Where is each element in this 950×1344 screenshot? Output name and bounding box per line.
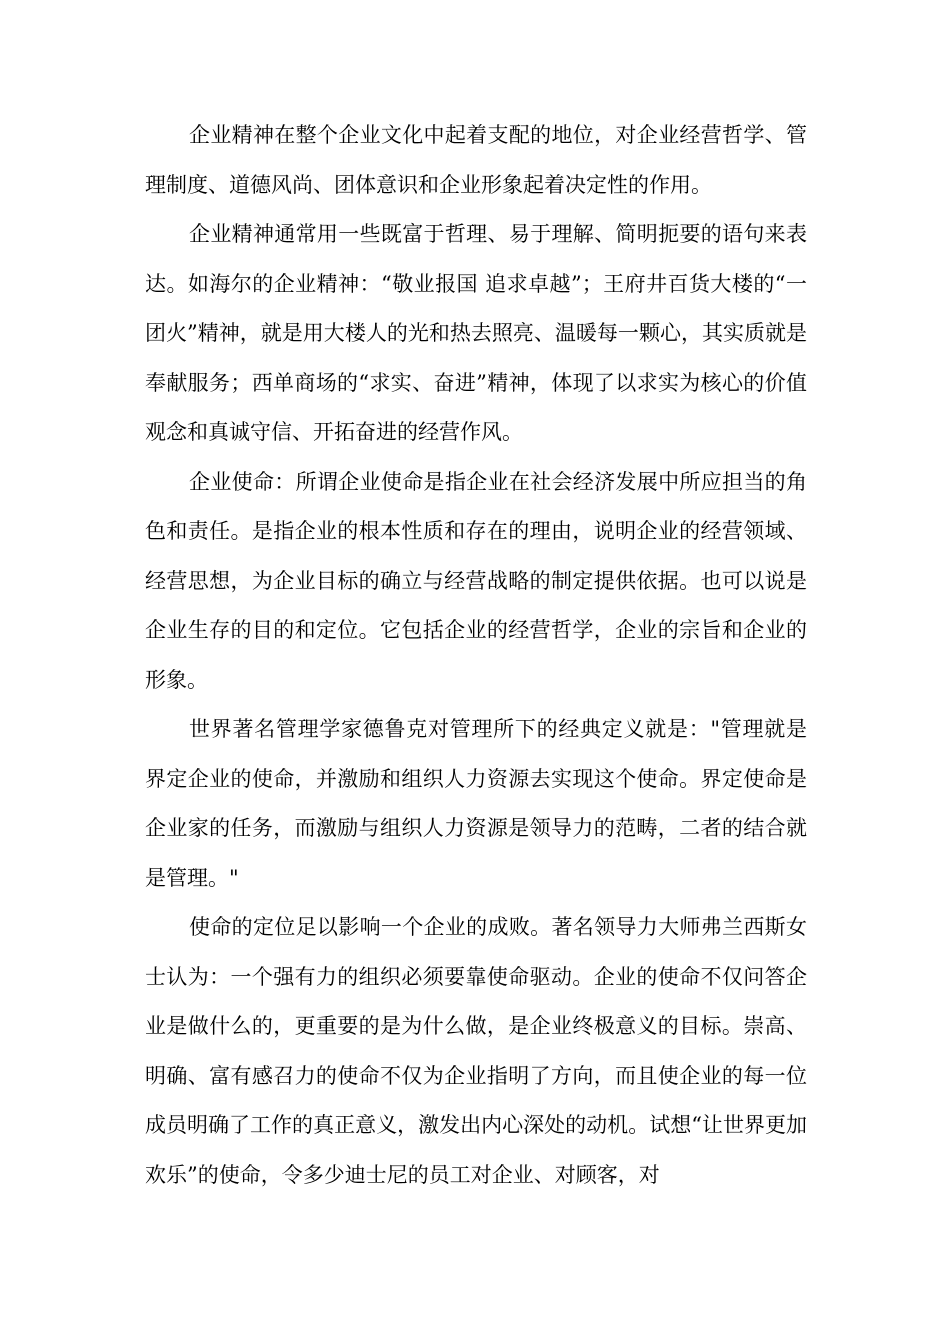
- paragraph-enterprise-spirit-examples: 企业精神通常用一些既富于哲理、易于理解、简明扼要的语句来表达。如海尔的企业精神：“敬业报国 追求卓越”；王府井百货大楼的“一团火”精神，就是用大楼人的光和热去照亮、温暖每一颗心，其实质就是奉献服务；西单商场的“求实、奋进”精神，体现了以求实为核心的价值观念和真诚守信、开拓奋进的经营作风。: [145, 222, 807, 444]
- paragraph-drucker-quote: 世界著名管理学家德鲁克对管理所下的经典定义就是："管理就是界定企业的使命，并激励和组织人力资源去实现这个使命。界定使命是企业家的任务，而激励与组织人力资源是领导力的范畴，二者的结合就是管理。": [145, 717, 807, 890]
- paragraph-enterprise-spirit-role: 企业精神在整个企业文化中起着支配的地位，对企业经营哲学、管理制度、道德风尚、团体意识和企业形象起着决定性的作用。: [145, 123, 807, 197]
- document-body: [145, 111, 807, 1200]
- paragraph-mission-positioning: 使命的定位足以影响一个企业的成败。著名领导力大师弗兰西斯女士认为：一个强有力的组织必须要靠使命驱动。企业的使命不仅问答企业是做什么的，更重要的是为什么做，是企业终极意义的目标。崇高、明确、富有感召力的使命不仅为企业指明了方向，而且使企业的每一位成员明确了工作的真正意义，激发出内心深处的动机。试想“让世界更加欢乐”的使命，令多少迪士尼的员工对企业、对顾客，对: [145, 915, 807, 1187]
- paragraph-enterprise-mission: 企业使命：所谓企业使命是指企业在社会经济发展中所应担当的角色和责任。是指企业的根本性质和存在的理由，说明企业的经营领域、经营思想，为企业目标的确立与经营战略的制定提供依据。也可以说是企业生存的目的和定位。它包括企业的经营哲学，企业的宗旨和企业的形象。: [145, 469, 807, 692]
